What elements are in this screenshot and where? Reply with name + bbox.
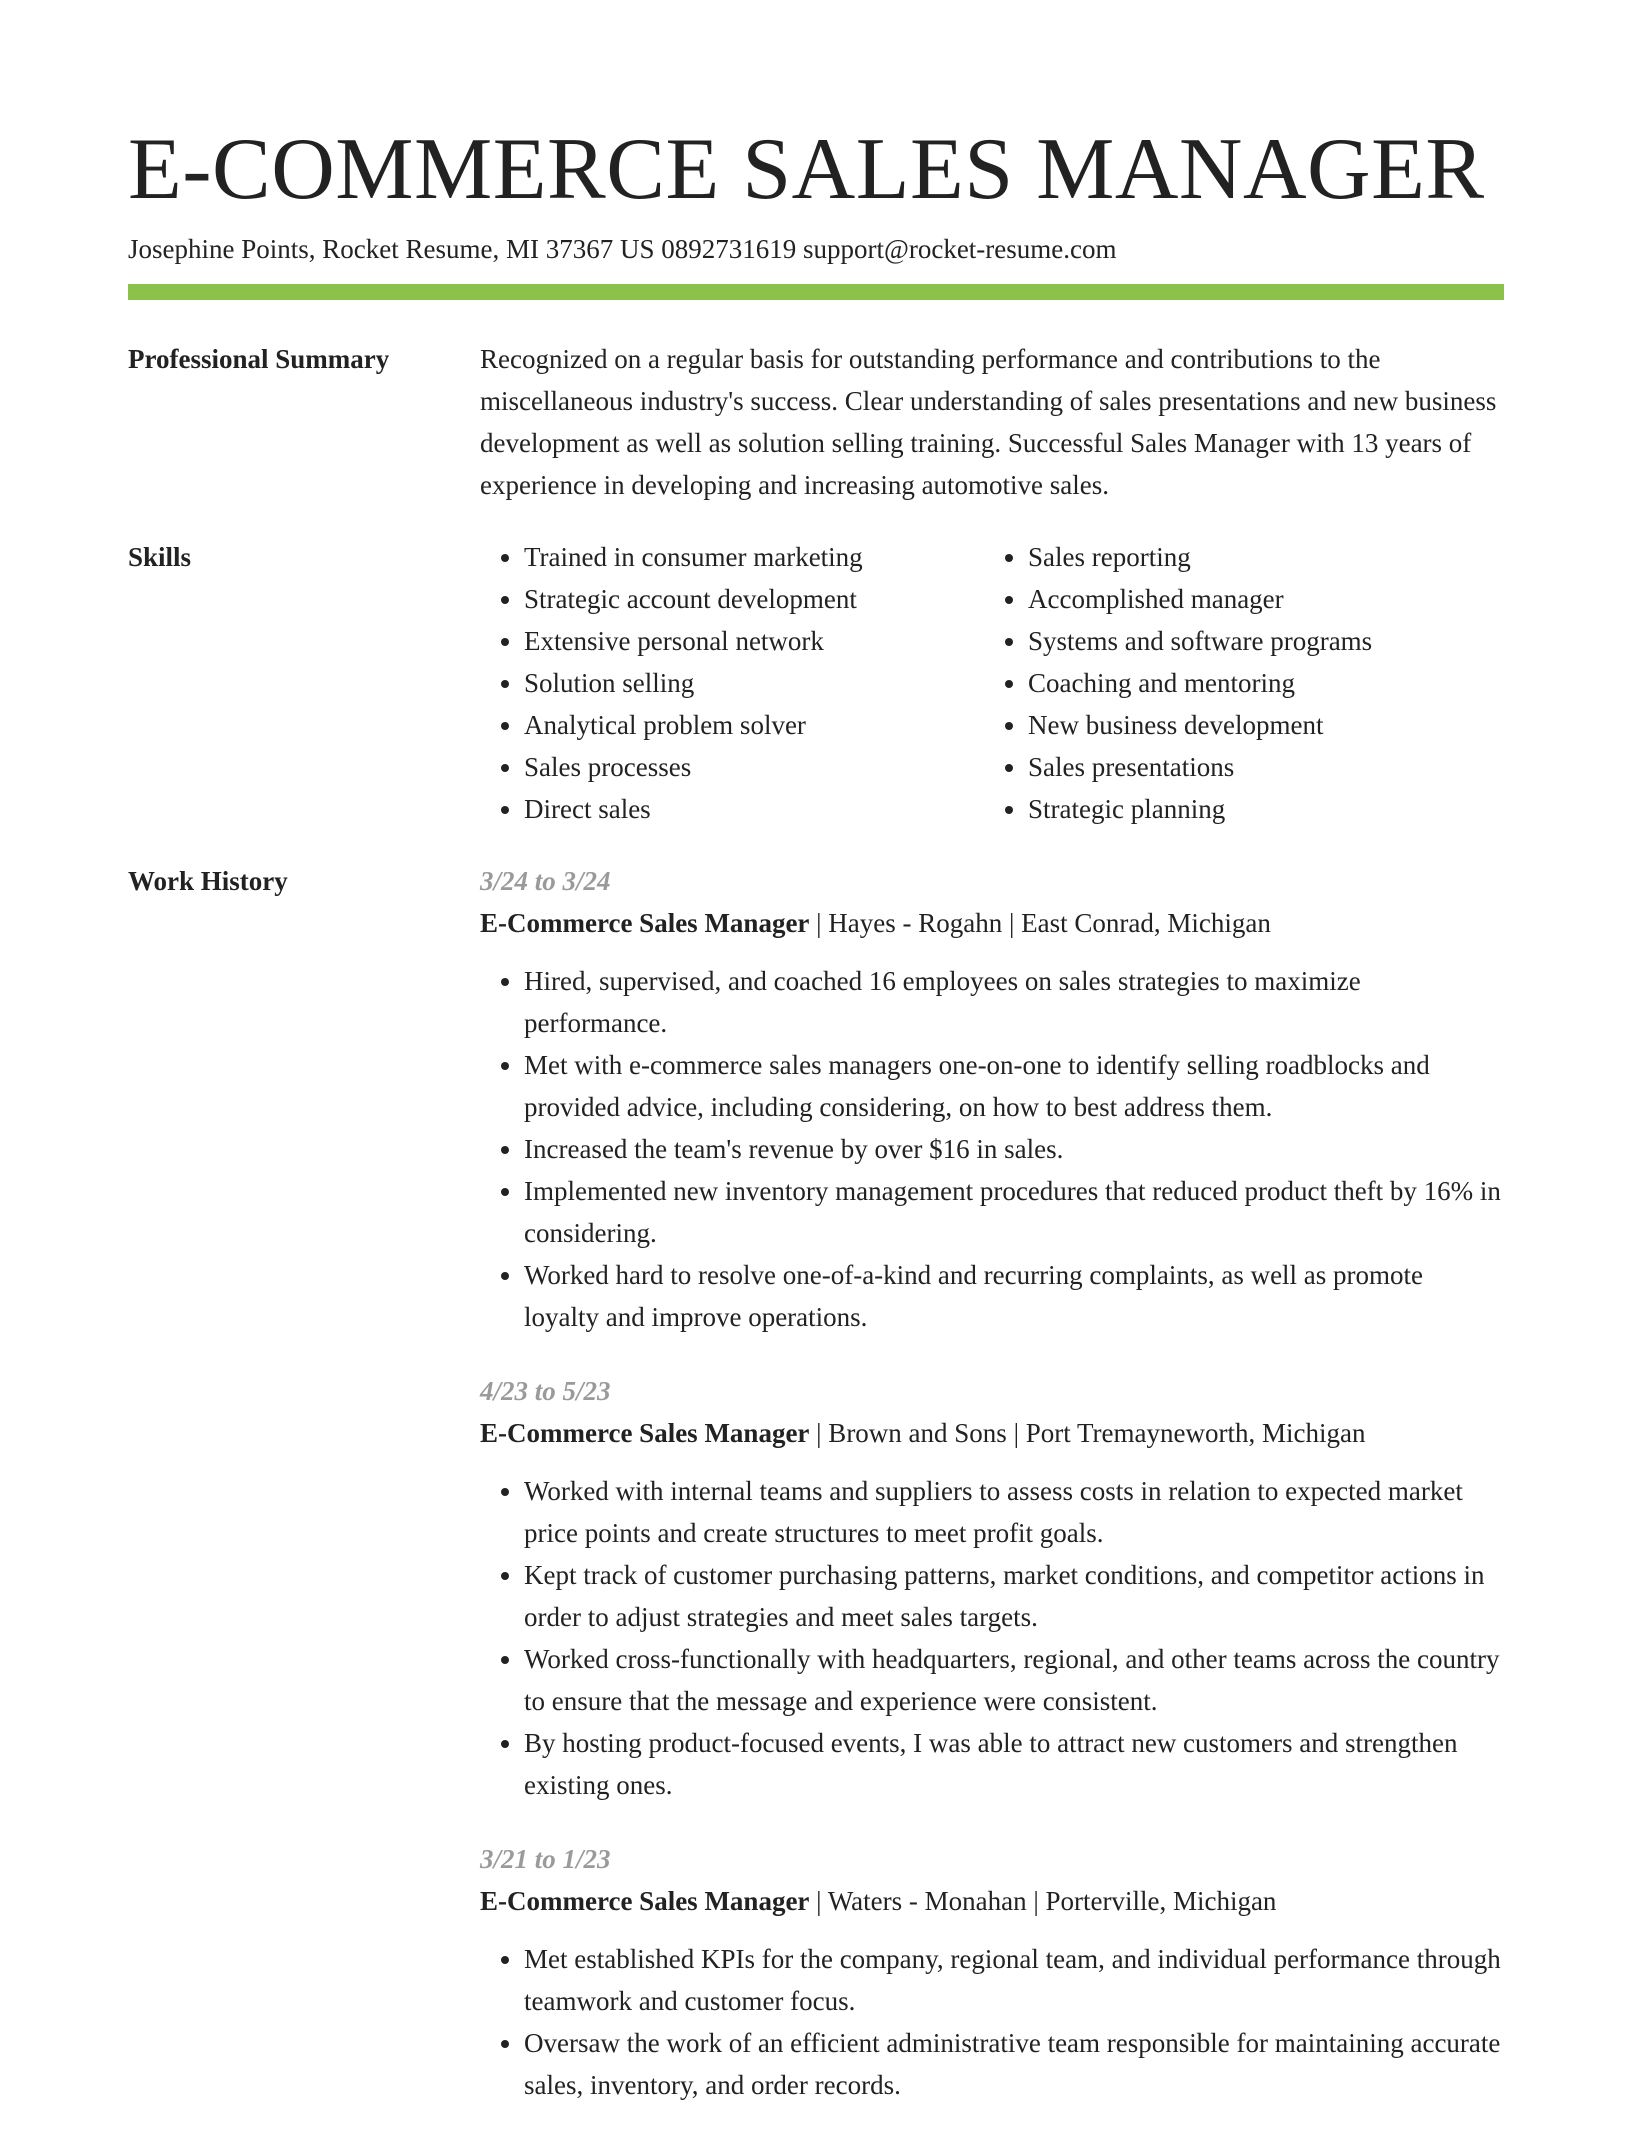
professional-summary-section [128,338,1504,506]
skill-item: • Trained in consumer marketing [524,536,984,578]
skill-item: • Sales processes [524,746,984,788]
job-bullet: • Worked cross-functionally with headquarters, regional, and other teams across the country to ensure that the message and experience were consistent. [524,1638,1504,1722]
skill-item: • Systems and software programs [1028,620,1488,662]
job-bullet: • Hired, supervised, and coached 16 employees on sales strategies to maximize performance. [524,960,1504,1044]
job-bullet-list [480,960,1504,1338]
job-entry [480,1838,1504,2106]
job-bullet: • Oversaw the work of an efficient administrative team responsible for maintaining accurate sales, inventory, and order records. [524,2022,1504,2106]
skills-list-right [984,536,1488,830]
skill-item: • Strategic account development [524,578,984,620]
job-employer-location: | Waters - Monahan | Porterville, Michigan [809,1886,1277,1916]
job-bullet: • Increased the team's revenue by over $16 in sales. [524,1128,1504,1170]
accent-divider [128,284,1504,300]
job-heading [480,1880,1504,1922]
skill-item: • Accomplished manager [1028,578,1488,620]
summary-text: Recognized on a regular basis for outstanding performance and contributions to the miscellaneous industry's success. Clear understanding of sales presentations and new business development as well as solution selling training. Successful Sales Manager with 13 years of experience in developing and increasing automotive sales. [480,344,1497,500]
job-title: E-Commerce Sales Manager [480,908,810,938]
job-bullet: • Kept track of customer purchasing patterns, market conditions, and competitor actions in order to adjust strategies and meet sales targets. [524,1554,1504,1638]
job-title: E-Commerce Sales Manager [480,1886,810,1916]
job-employer-location: | Brown and Sons | Port Tremayneworth, Michigan [809,1418,1366,1448]
section-heading: Professional Summary [128,344,390,374]
skills-section [128,536,1504,830]
skills-list-left [480,536,984,830]
section-heading: Skills [128,542,192,572]
job-dates: 3/24 to 3/24 [480,866,611,896]
job-heading [480,1412,1504,1454]
skill-item: • New business development [1028,704,1488,746]
skill-item: • Coaching and mentoring [1028,662,1488,704]
job-bullet-list [480,1938,1504,2106]
candidate-title: E-COMMERCE SALES MANAGER [128,121,1485,218]
job-title: E-Commerce Sales Manager [480,1418,810,1448]
skill-item: • Solution selling [524,662,984,704]
job-dates: 4/23 to 5/23 [480,1376,611,1406]
work-history-section [128,860,1504,2138]
resume-page [128,120,1504,2138]
job-dates: 3/21 to 1/23 [480,1844,611,1874]
job-bullet: • Met established KPIs for the company, regional team, and individual performance through teamwork and customer focus. [524,1938,1504,2022]
skill-item: • Analytical problem solver [524,704,984,746]
job-bullet: • Worked hard to resolve one-of-a-kind and recurring complaints, as well as promote loyalty and improve operations. [524,1254,1504,1338]
skill-item: • Strategic planning [1028,788,1488,830]
job-bullet-list [480,1470,1504,1806]
skill-item: • Sales presentations [1028,746,1488,788]
job-bullet: • Worked with internal teams and suppliers to assess costs in relation to expected market price points and create structures to meet profit goals. [524,1470,1504,1554]
contact-line: Josephine Points, Rocket Resume, MI 37367 US 0892731619 support@rocket-resume.com [128,234,1117,264]
section-heading: Work History [128,866,288,896]
job-employer-location: | Hayes - Rogahn | East Conrad, Michigan [809,908,1271,938]
job-bullet: • By hosting product-focused events, I was able to attract new customers and strengthen existing ones. [524,1722,1504,1806]
skill-item: • Sales reporting [1028,536,1488,578]
job-entry [480,860,1504,1338]
job-bullet: • Met with e-commerce sales managers one-on-one to identify selling roadblocks and provided advice, including considering, on how to best address them. [524,1044,1504,1128]
skill-item: • Direct sales [524,788,984,830]
job-heading [480,902,1504,944]
job-entry [480,1370,1504,1806]
skill-item: • Extensive personal network [524,620,984,662]
job-bullet: • Implemented new inventory management procedures that reduced product theft by 16% in considering. [524,1170,1504,1254]
